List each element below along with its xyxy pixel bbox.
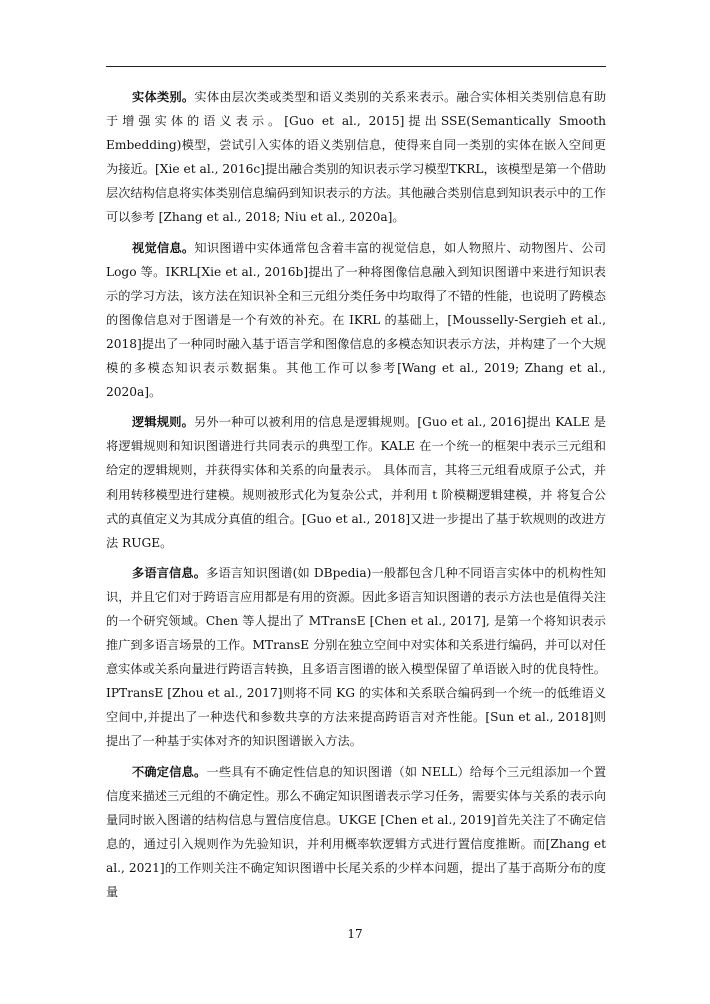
paragraph-text: 知识图谱中实体通常包含着丰富的视觉信息，如人物照片、动物图片、公司Logo 等。IKRL[Xie et al., 2016b]提出了一种将图像信息融入到知识图谱中来进行知识表示的学习方法，该方法在知识补全和三元组分类任务中均取得了不错的性能，也说明了跨模态的图像信息对于图谱是一个有效的补充。在 IKRL 的基础上，[Mousselly-Sergieh et al., 2018]提出了一种同时融入基于语言学和图像信息的多模态知识表示方法，并构建了一个大规模的多模态知识表示数据集。其他工作可以参考[Wang et al., 2019; Zhang et al., 2020a]。 [106, 240, 607, 400]
paragraph-text: 多语言知识图谱(如 DBpedia)一般都包含几种不同语言实体中的机构性知识，并且它们对于跨语言应用都是有用的资源。因此多语言知识图谱的表示方法也是值得关注的一个研究领域。Chen 等人提出了 MTransE [Chen et al., 2017], 是第一个将知识表示推广到多语言场景的工作。MTransE 分别在独立空间中对实体和关系进行编码，并可以对任意实体或关系向量进行跨语言转换，且多语言图谱的嵌入模型保留了单语嵌入时的优良特性。IPTransE [Zhou et al., 2017]则将不同 KG 的实体和关系联合编码到一个统一的低维语义空间中,并提出了一种迭代和参数共享的方法来提高跨语言对齐性能。[Sun et al., 2018]则提出了一种基于实体对齐的知识图谱嵌入方法。 [106, 565, 607, 749]
paragraph-entity-category [106, 85, 606, 230]
paragraph-heading: 逻辑规则。 [132, 415, 195, 430]
paragraph-logic-rules [106, 410, 606, 555]
paragraph-multilingual [106, 561, 606, 754]
paragraph-heading: 视觉信息。 [132, 240, 195, 255]
paragraph-heading: 不确定信息。 [132, 764, 207, 779]
paragraph-uncertain-info [106, 760, 606, 905]
paragraph-visual-info [106, 236, 606, 405]
header-rule [106, 66, 606, 67]
paragraph-heading: 实体类别。 [132, 90, 195, 104]
paragraph-text: 另外一种可以被利用的信息是逻辑规则。[Guo et al., 2016]提出 KALE 是将逻辑规则和知识图谱进行共同表示的典型工作。KALE 在一个统一的框架中表示三元组和给定的逻辑规则，并获得实体和关系的向量表示。 具体而言，其将三元组看成原子公式，并利用转移模型进行建模。规则被形式化为复杂公式，并利用 t 阶模糊逻辑建模，并 将复合公式的真值定义为其成分真值的组合。[Guo et al., 2018]又进一步提出了基于软规则的改进方法 RUGE。 [106, 415, 606, 550]
body-text [106, 85, 606, 910]
page-number: 17 [347, 927, 363, 941]
paragraph-text: 实体由层次类或类型和语义类别的关系来表示。融合实体相关类别信息有助于增强实体的语义表示。[Guo et al., 2015]提出SSE(Semantically Smooth Embedding)模型，尝试引入实体的语义类别信息，使得来自同一类别的实体在嵌入空间更为接近。[Xie et al., 2016c]提出融合类别的知识表示学习模型TKRL，该模型是第一个借助层次结构信息将实体类别信息编码到知识表示的方法。其他融合类别信息到知识表示中的工作可以参考 [Zhang et al., 2018; Niu et al., 2020a]。 [106, 90, 607, 225]
paragraph-heading: 多语言信息。 [132, 565, 207, 580]
paragraph-text: 一些具有不确定性信息的知识图谱（如 NELL）给每个三元组添加一个置信度来描述三元组的不确定性。那么不确定知识图谱表示学习任务，需要实体与关系的表示向量同时嵌入图谱的结构信息与置信度信息。UKGE [Chen et al., 2019]首先关注了不确定信息的，通过引入规则作为先验知识，并利用概率软逻辑方式进行置信度推断。而[Zhang et al., 2021]的工作则关注不确定知识图谱中长尾关系的少样本问题，提出了基于高斯分布的度量 [106, 764, 607, 899]
